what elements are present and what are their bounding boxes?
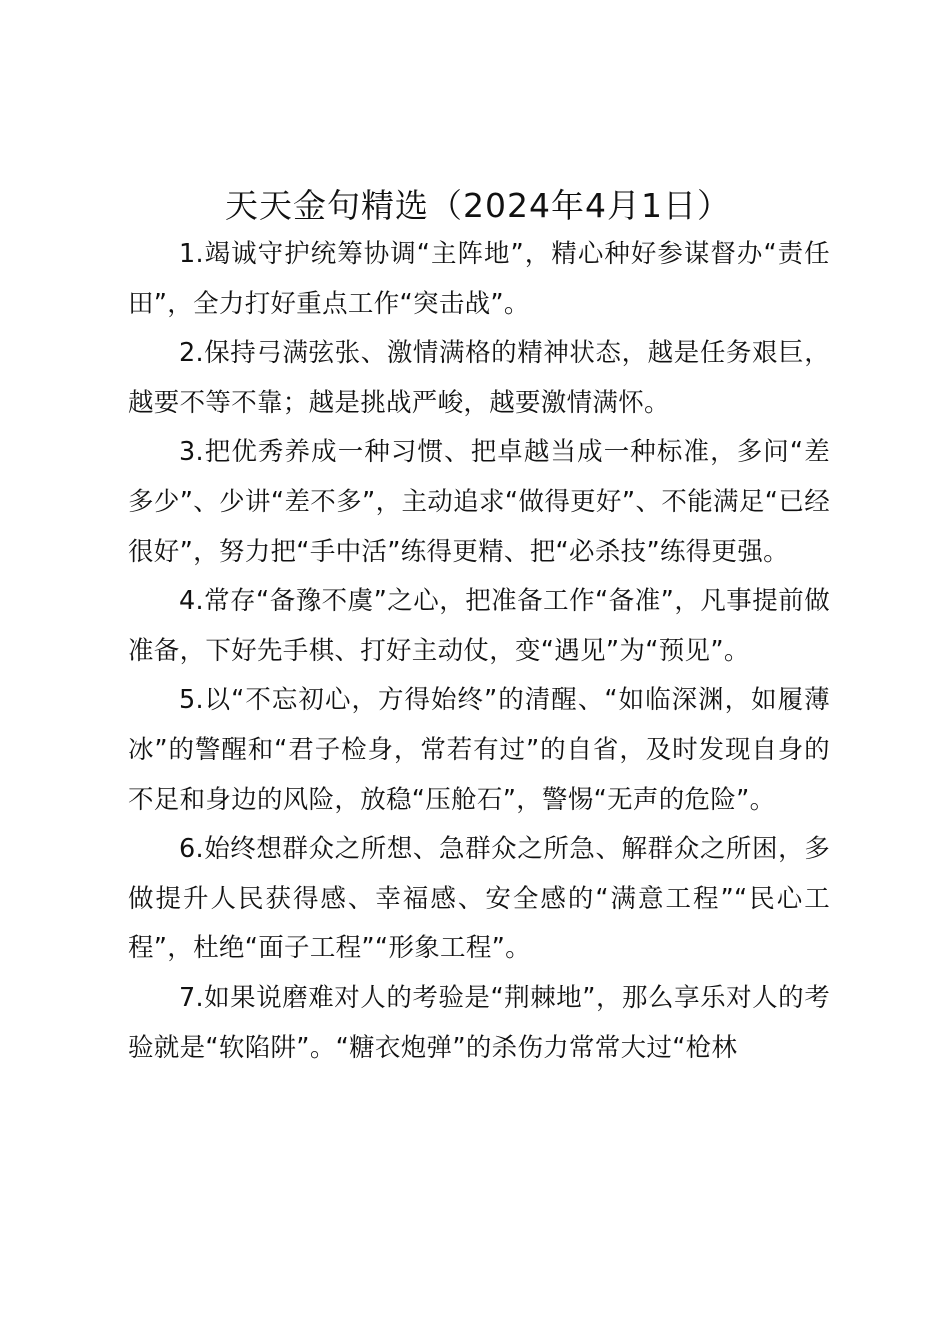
- paragraph-5: 5.以“不忘初心，方得始终”的清醒、“如临深渊，如履薄冰”的警醒和“君子检身，常若有过”的自省，及时发现自身的不足和身边的风险，放稳“压舱石”，警惕“无声的危险”。: [128, 685, 830, 815]
- paragraph-1: 1.竭诚守护统筹协调“主阵地”，精心种好参谋督办“责任田”，全力打好重点工作“突击战”。: [128, 239, 830, 319]
- paragraph-7: 7.如果说磨难对人的考验是“荆棘地”，那么享乐对人的考验就是“软陷阱”。“糖衣炮弹”的杀伤力常常大过“枪林: [128, 982, 830, 1063]
- document-title: 天天金句精选（2024年4月1日）: [225, 186, 731, 225]
- paragraph-2: 2.保持弓满弦张、激情满格的精神状态，越是任务艰巨，越要不等不靠；越是挑战严峻，越要激情满怀。: [128, 338, 830, 418]
- document-body: [128, 230, 830, 1073]
- paragraph-4: 4.常存“备豫不虞”之心，把准备工作“备准”，凡事提前做准备，下好先手棋、打好主动仗，变“遇见”为“预见”。: [128, 586, 830, 666]
- paragraph-3: 3.把优秀养成一种习惯、把卓越当成一种标准，多问“差多少”、少讲“差不多”，主动追求“做得更好”、不能满足“已经很好”，努力把“手中活”练得更精、把“必杀技”练得更强。: [128, 437, 830, 567]
- paragraph-6: 6.始终想群众之所想、急群众之所急、解群众之所困，多做提升人民获得感、幸福感、安全感的“满意工程”“民心工程”，杜绝“面子工程”“形象工程”。: [128, 834, 830, 964]
